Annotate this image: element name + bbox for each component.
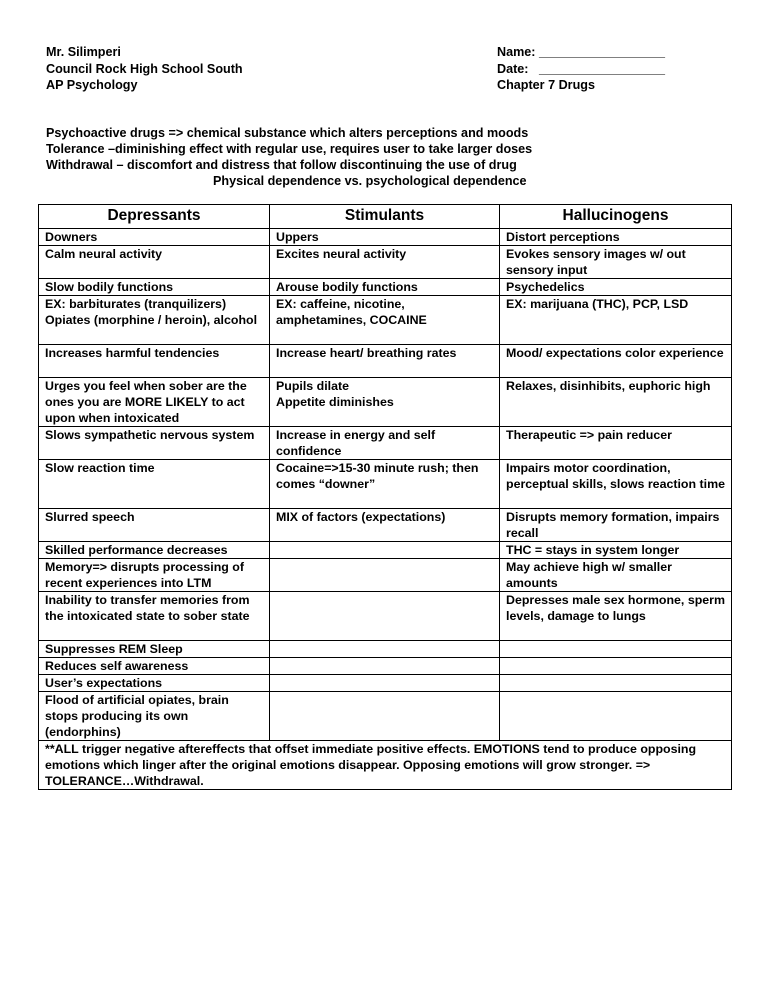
dependence-note: Physical dependence vs. psychological dependence xyxy=(213,174,527,188)
stimulant-cell: EX: caffeine, nicotine, amphetamines, COCAINE xyxy=(270,296,500,345)
stimulant-cell: MIX of factors (expectations) xyxy=(270,509,500,542)
hallucinogen-cell: EX: marijuana (THC), PCP, LSD xyxy=(500,296,732,345)
table-body xyxy=(39,229,732,741)
hallucinogen-cell xyxy=(500,641,732,658)
stimulant-cell xyxy=(270,641,500,658)
header-stimulants: Stimulants xyxy=(270,205,500,229)
stimulant-cell xyxy=(270,692,500,741)
footnote-row xyxy=(39,741,732,790)
stimulant-cell: Cocaine=>15-30 minute rush; then comes “downer” xyxy=(270,460,500,509)
stimulant-cell xyxy=(270,559,500,592)
table-row xyxy=(39,559,732,592)
teacher-name: Mr. Silimperi xyxy=(46,45,121,59)
table-row xyxy=(39,296,732,345)
depressant-cell: Flood of artificial opiates, brain stops producing its own (endorphins) xyxy=(39,692,270,741)
stimulant-cell: Increase in energy and self confidence xyxy=(270,427,500,460)
table-row xyxy=(39,641,732,658)
depressant-cell: Urges you feel when sober are the ones you are MORE LIKELY to act upon when intoxicated xyxy=(39,378,270,427)
chapter-title: Chapter 7 Drugs xyxy=(497,78,595,92)
table-row xyxy=(39,460,732,509)
date-field-label: Date: __________________ xyxy=(497,62,666,76)
stimulant-cell: Increase heart/ breathing rates xyxy=(270,345,500,378)
stimulant-cell xyxy=(270,592,500,641)
hallucinogen-cell: Impairs motor coordination, perceptual skills, slows reaction time xyxy=(500,460,732,509)
depressant-cell: Downers xyxy=(39,229,270,246)
table-row xyxy=(39,345,732,378)
depressant-cell: Reduces self awareness xyxy=(39,658,270,675)
table-row xyxy=(39,592,732,641)
definition-tolerance: Tolerance –diminishing effect with regular use, requires user to take larger doses xyxy=(46,142,533,156)
depressant-cell: Slow bodily functions xyxy=(39,279,270,296)
table-header-row xyxy=(39,205,732,229)
stimulant-cell: Arouse bodily functions xyxy=(270,279,500,296)
stimulant-cell xyxy=(270,658,500,675)
definition-withdrawal: Withdrawal – discomfort and distress that follow discontinuing the use of drug xyxy=(46,158,517,172)
table-row xyxy=(39,427,732,460)
hallucinogen-cell: Disrupts memory formation, impairs recall xyxy=(500,509,732,542)
depressant-cell: Calm neural activity xyxy=(39,246,270,279)
table-row xyxy=(39,658,732,675)
table-row xyxy=(39,229,732,246)
name-field-label: Name: __________________ xyxy=(497,45,666,59)
stimulant-cell xyxy=(270,675,500,692)
definition-psychoactive: Psychoactive drugs => chemical substance which alters perceptions and moods xyxy=(46,126,529,140)
table-row xyxy=(39,279,732,296)
hallucinogen-cell: Therapeutic => pain reducer xyxy=(500,427,732,460)
hallucinogen-cell xyxy=(500,658,732,675)
hallucinogen-cell: Psychedelics xyxy=(500,279,732,296)
school-name: Council Rock High School South xyxy=(46,62,243,76)
stimulant-cell: Pupils dilate Appetite diminishes xyxy=(270,378,500,427)
stimulant-cell xyxy=(270,542,500,559)
depressant-cell: Skilled performance decreases xyxy=(39,542,270,559)
depressant-cell: Increases harmful tendencies xyxy=(39,345,270,378)
table-row xyxy=(39,246,732,279)
depressant-cell: Slurred speech xyxy=(39,509,270,542)
depressant-cell: Memory=> disrupts processing of recent experiences into LTM xyxy=(39,559,270,592)
table-row xyxy=(39,675,732,692)
footnote-cell: **ALL trigger negative aftereffects that offset immediate positive effects. EMOTIONS tend to produce opposing emotions which linger after the original emotions disappear. Opposing emotions will grow stronger. => TOLERANCE…Withdrawal. xyxy=(39,741,732,790)
hallucinogen-cell: Depresses male sex hormone, sperm levels, damage to lungs xyxy=(500,592,732,641)
stimulant-cell: Uppers xyxy=(270,229,500,246)
depressant-cell: Inability to transfer memories from the intoxicated state to sober state xyxy=(39,592,270,641)
hallucinogen-cell: Mood/ expectations color experience xyxy=(500,345,732,378)
depressant-cell: Slows sympathetic nervous system xyxy=(39,427,270,460)
course-name: AP Psychology xyxy=(46,78,138,92)
depressant-cell: Slow reaction time xyxy=(39,460,270,509)
header-hallucinogens: Hallucinogens xyxy=(500,205,732,229)
hallucinogen-cell: Distort perceptions xyxy=(500,229,732,246)
table-row xyxy=(39,378,732,427)
depressant-cell: User’s expectations xyxy=(39,675,270,692)
table-row xyxy=(39,509,732,542)
hallucinogen-cell: THC = stays in system longer xyxy=(500,542,732,559)
hallucinogen-cell xyxy=(500,675,732,692)
hallucinogen-cell: May achieve high w/ smaller amounts xyxy=(500,559,732,592)
table-row xyxy=(39,542,732,559)
header-depressants: Depressants xyxy=(39,205,270,229)
hallucinogen-cell xyxy=(500,692,732,741)
stimulant-cell: Excites neural activity xyxy=(270,246,500,279)
hallucinogen-cell: Relaxes, disinhibits, euphoric high xyxy=(500,378,732,427)
table-row xyxy=(39,692,732,741)
depressant-cell: Suppresses REM Sleep xyxy=(39,641,270,658)
drug-comparison-table xyxy=(38,204,732,790)
depressant-cell: EX: barbiturates (tranquilizers) Opiates (morphine / heroin), alcohol xyxy=(39,296,270,345)
hallucinogen-cell: Evokes sensory images w/ out sensory input xyxy=(500,246,732,279)
